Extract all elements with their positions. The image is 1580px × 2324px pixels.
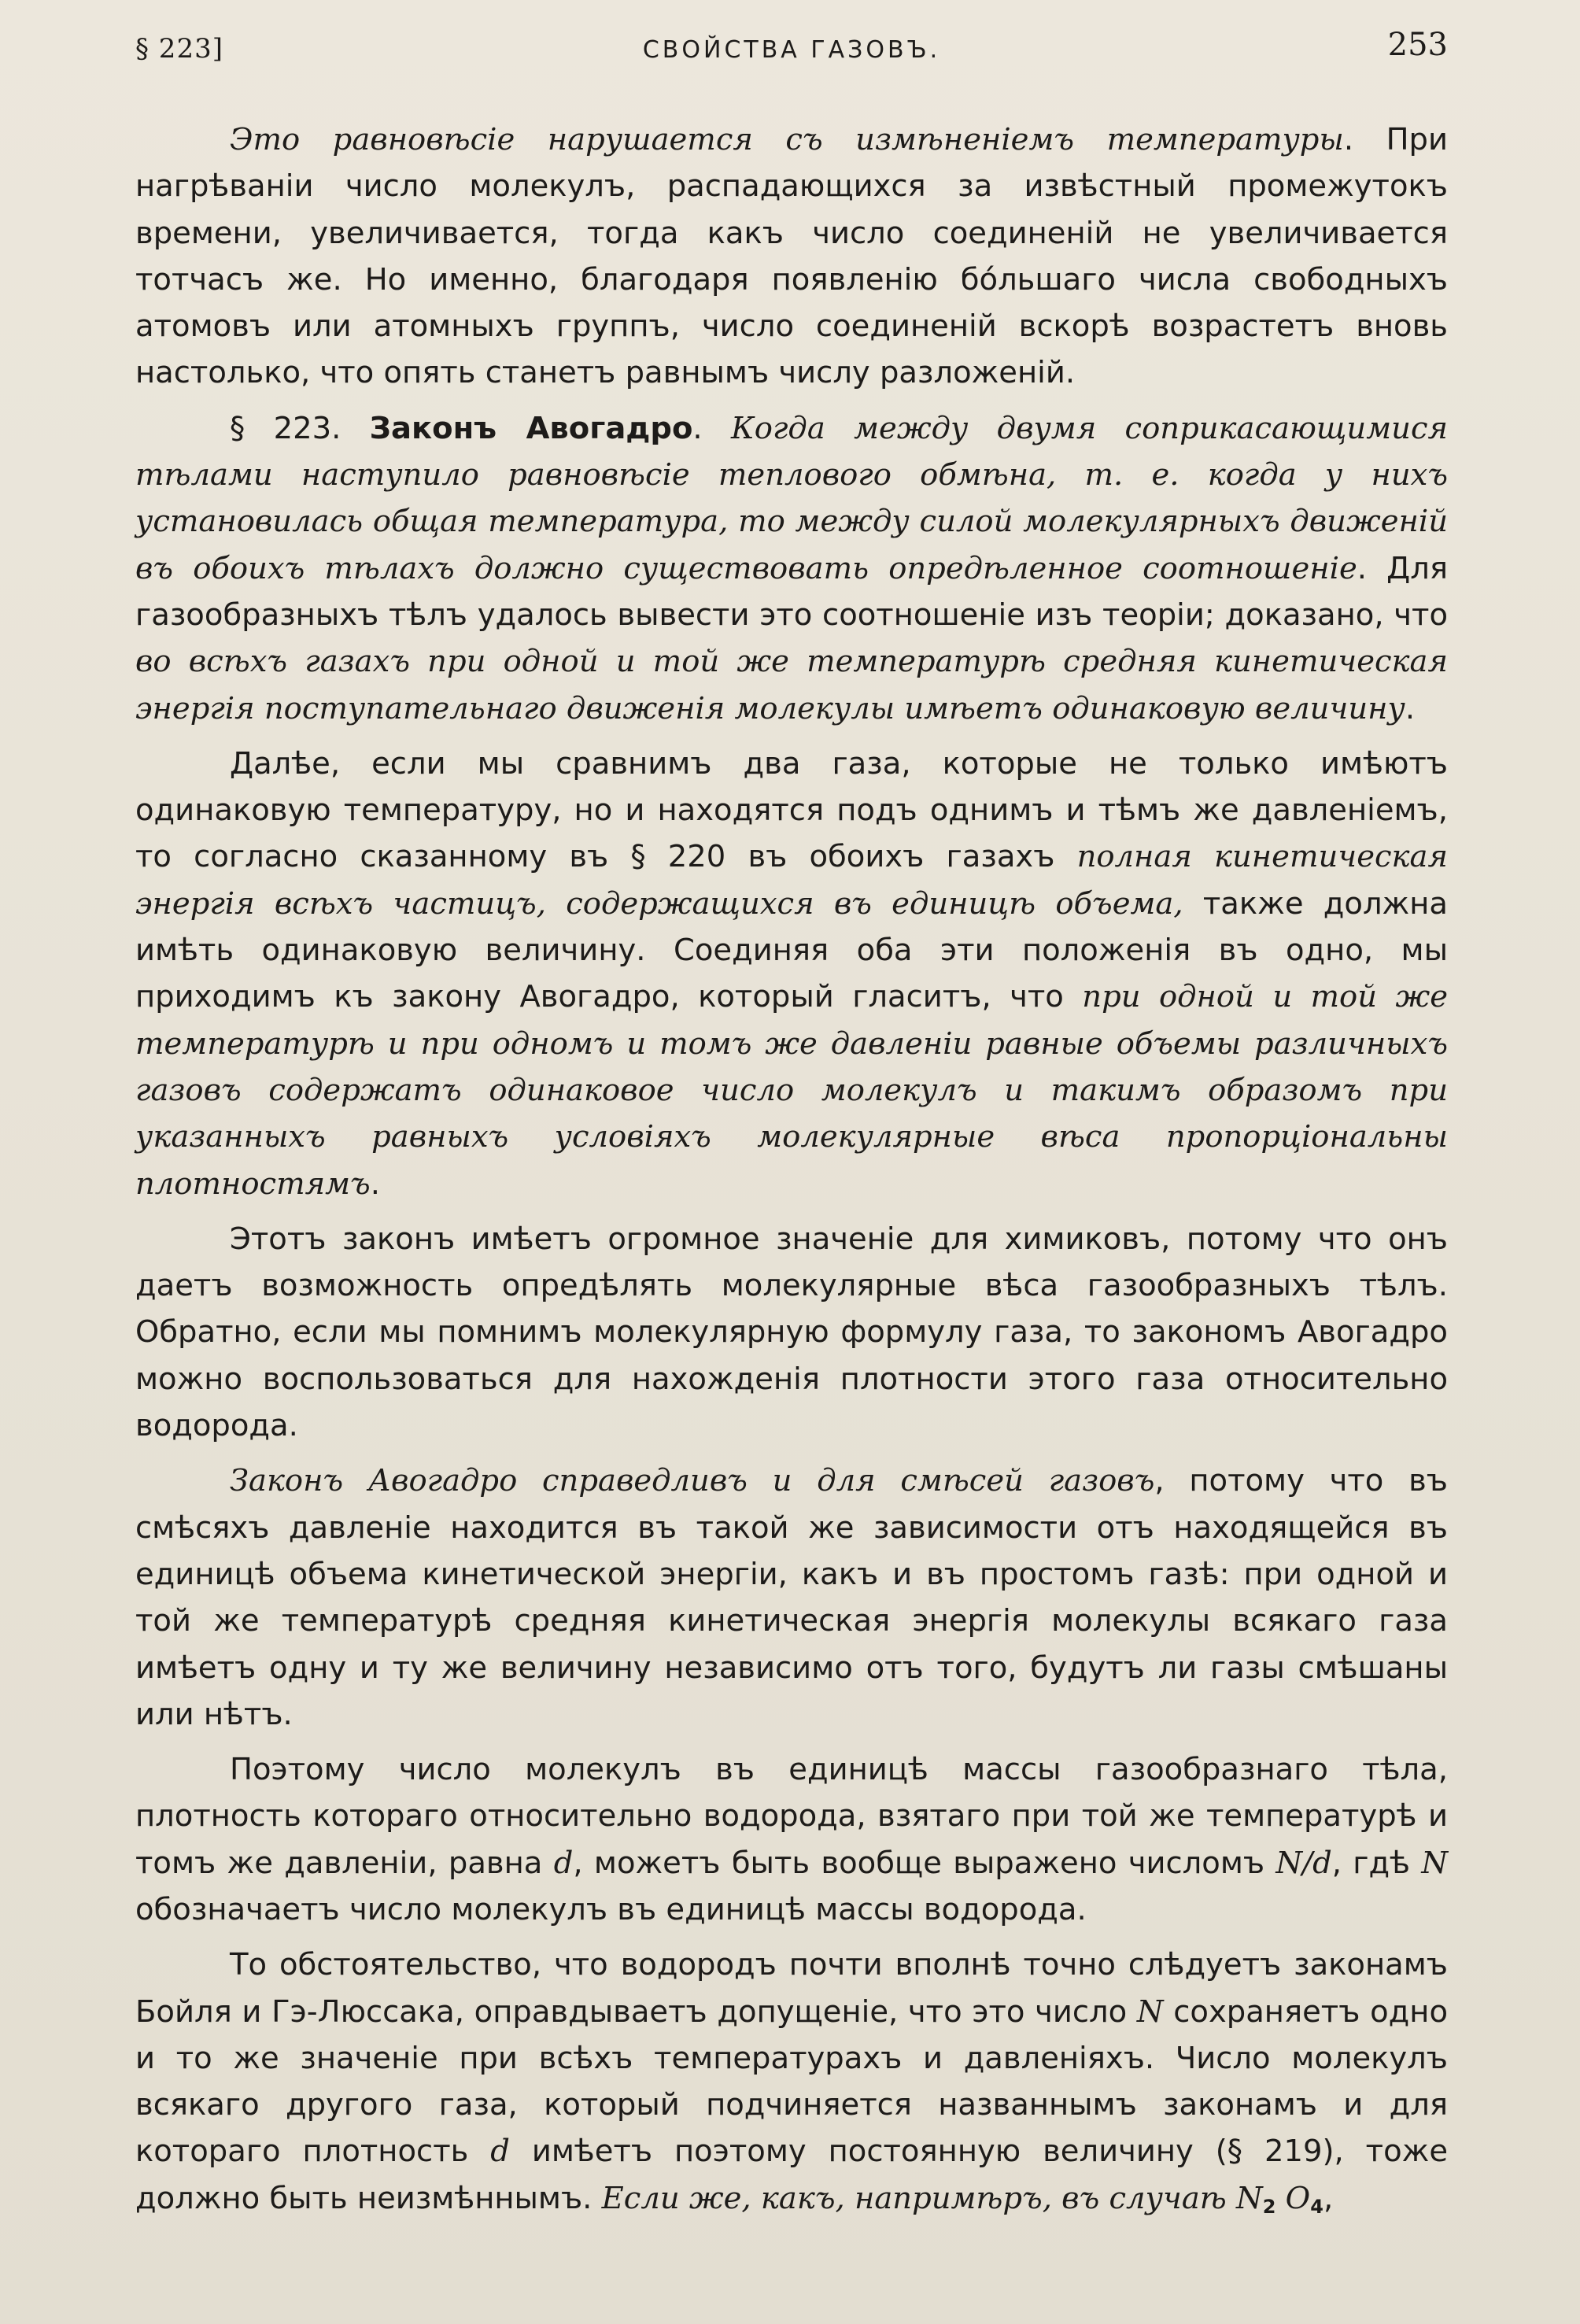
running-head bbox=[135, 27, 1448, 74]
math-symbol: d bbox=[553, 1845, 574, 1881]
text-run: , гдѣ bbox=[1331, 1845, 1422, 1881]
running-head-title: СВОЙСТВА ГАЗОВЪ. bbox=[642, 36, 941, 64]
paragraph bbox=[135, 741, 1448, 1207]
math-symbol: N bbox=[1236, 2180, 1263, 2216]
body-text bbox=[135, 116, 1448, 2222]
section-heading: Законъ Авогадро bbox=[369, 410, 693, 446]
math-symbol: N/d bbox=[1275, 1845, 1332, 1881]
paragraph bbox=[135, 1458, 1448, 1738]
text-run: . bbox=[1405, 690, 1416, 726]
running-head-section: § 223] bbox=[135, 33, 223, 65]
paragraph bbox=[135, 116, 1448, 397]
italic-run: Когда между двумя соприкасающимися тѣлами наступило равновѣсіе теплового обмѣна, т. е. когда у нихъ установилась общая температура, то между силой молекулярныхъ движеній въ обоихъ тѣлахъ должно существовать опредѣленное соотношеніе bbox=[135, 410, 1448, 586]
text-run: То обстоятельство, что водородъ почти вполнѣ точно слѣдуетъ законамъ Бойля и Гэ-Люссака, оправдываетъ допущеніе, что это число bbox=[135, 1947, 1448, 2030]
text-run: . bbox=[692, 410, 731, 446]
italic-run: при одной и той же температурѣ и при одномъ и томъ же давленіи равные объемы различныхъ газовъ содержатъ одинаковое число молекулъ и такимъ образомъ при указанныхъ равныхъ условіяхъ молекулярные вѣса пропорціональны плотностямъ bbox=[135, 979, 1449, 1202]
text-run: . Для газообразныхъ тѣлъ удалось вывести это соотношеніе изъ теоріи; доказано, что bbox=[135, 550, 1449, 633]
paragraph bbox=[135, 1216, 1448, 1449]
math-symbol: N bbox=[1136, 1993, 1164, 2030]
italic-run: полная кинетическая энергія всѣхъ частицъ, содержащихся въ единицѣ объема, bbox=[135, 839, 1448, 922]
subscript: 2 bbox=[1262, 2195, 1276, 2218]
paragraph bbox=[135, 1942, 1448, 2222]
text-run: . При нагрѣваніи число молекулъ, распадающихся за извѣстный промежутокъ времени, увеличивается, тогда какъ число соединеній не увеличивается тотчасъ же. Но именно, благодаря появленію бо́льшаго числа свободныхъ атомовъ или атомныхъ группъ, число соединеній вскорѣ возрастетъ вновь настолько, что опять станетъ равнымъ числу разложеній. bbox=[135, 122, 1449, 391]
math-symbol: N bbox=[1421, 1845, 1448, 1881]
text-run: Поэтому число молекулъ въ единицѣ массы газообразнаго тѣла, плотность котораго относительно водорода, взятаго при той же температурѣ и томъ же давленіи, равна bbox=[135, 1752, 1448, 1881]
italic-run: Если же, какъ, напримѣръ, въ случаѣ bbox=[601, 2180, 1237, 2216]
text-run: сохраняетъ одно и то же значеніе при всѣхъ температурахъ и давленіяхъ. Число молекулъ всякаго другого газа, который подчиняется названнымъ законамъ и для котораго плотность bbox=[135, 1993, 1449, 2170]
page-number: 253 bbox=[1387, 27, 1448, 63]
text-run: Далѣе, если мы сравнимъ два газа, которые не только имѣютъ одинаковую температуру, но и находятся подъ однимъ и тѣмъ же давленіемъ, то согласно сказанному въ § 220 въ обоихъ газахъ bbox=[135, 745, 1448, 875]
text-run: , потому что въ смѣсяхъ давленіе находится въ такой же зависимости отъ находящейся въ единицѣ объема кинетической энергіи, какъ и въ простомъ газѣ: при одной и той же температурѣ средняя кинетическая энергія молекулы всякаго газа имѣетъ одну и ту же величину независимо отъ того, будутъ ли газы смѣшаны или нѣтъ. bbox=[135, 1463, 1448, 1732]
math-symbol: O bbox=[1285, 2180, 1311, 2216]
italic-run: Это равновѣсіе нарушается съ измѣненіемъ температуры bbox=[230, 122, 1344, 157]
text-run: Этотъ законъ имѣетъ огромное значеніе для химиковъ, потому что онъ даетъ возможность опредѣлять молекулярные вѣса газообразныхъ тѣлъ. Обратно, если мы помнимъ молекулярную формулу газа, то закономъ Авогадро можно воспользоваться для нахожденія плотности этого газа относительно водорода. bbox=[135, 1221, 1448, 1444]
text-run: также должна имѣть одинаковую величину. Соединяя оба эти положенія въ одно, мы приходимъ къ закону Авогадро, который гласитъ, что bbox=[135, 885, 1448, 1015]
text-run: обозначаетъ число молекулъ въ единицѣ массы водорода. bbox=[135, 1891, 1087, 1927]
text-run: , можетъ быть вообще выражено числомъ bbox=[573, 1845, 1276, 1881]
subscript: 4 bbox=[1310, 2195, 1323, 2218]
math-symbol: d bbox=[490, 2134, 510, 2170]
text-run: § 223. bbox=[230, 410, 370, 446]
italic-run: Законъ Авогадро справедливъ и для смѣсей газовъ bbox=[230, 1463, 1155, 1499]
italic-run: во всѣхъ газахъ при одной и той же температурѣ средняя кинетическая энергія поступательнаго движенія молекулы имѣетъ одинаковую величину bbox=[135, 644, 1448, 726]
text-run: . bbox=[370, 1166, 380, 1202]
paragraph bbox=[135, 405, 1448, 732]
paragraph bbox=[135, 1746, 1448, 1933]
text-run bbox=[1275, 2181, 1285, 2216]
text-run: , bbox=[1323, 2180, 1334, 2216]
text-run: имѣетъ поэтому постоянную величину (§ 219), тоже должно быть неизмѣннымъ. bbox=[135, 2134, 1449, 2216]
